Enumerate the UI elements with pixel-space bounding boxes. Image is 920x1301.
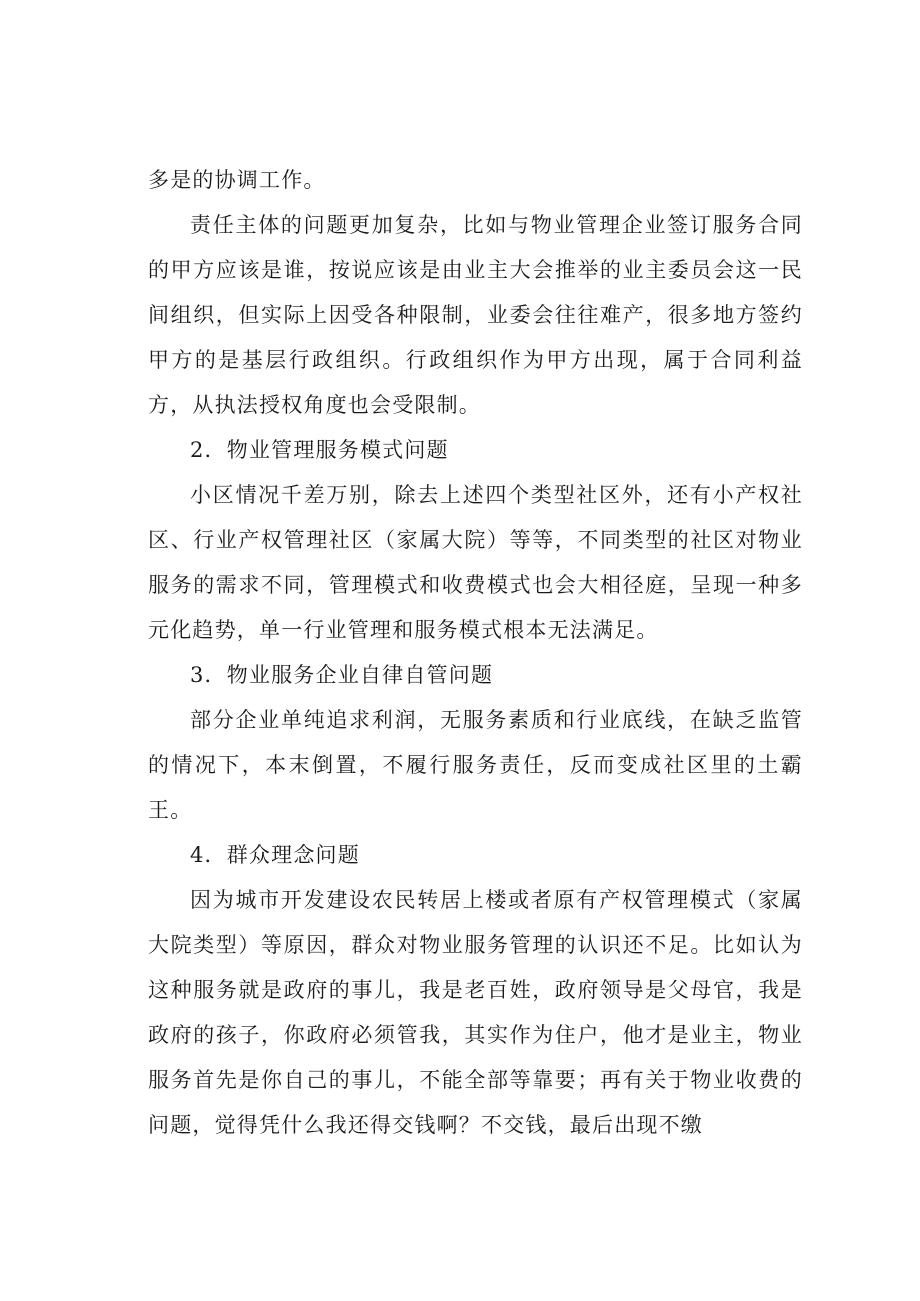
paragraph-continuation: 多是的协调工作。 [148,168,326,192]
paragraph-public-concept: 因为城市开发建设农民转居上楼或者原有产权管理模式（家属大院类型）等原因，群众对物业服务管理的认识还不足。比如认为这种服务就是政府的事儿，我是老百姓，政府领导是父母官，我是政府的孩子，你政府必须管我，其实作为住户，他才是业主，物业服务首先是你自己的事儿，不能全部等靠要；再有关于物业收费的问题，觉得凭什么我还得交钱啊？不交钱，最后出现不缴 [148,888,803,1137]
paragraph-self-discipline: 部分企业单纯追求利润，无服务素质和行业底线，在缺乏监管的情况下，本末倒置，不履行服务责任，反而变成社区里的土霸王。 [148,708,803,822]
document-body [148,158,803,1148]
section-heading-2: 2．物业管理服务模式问题 [190,438,449,462]
paragraph-responsibility-subject: 责任主体的问题更加复杂，比如与物业管理企业签订服务合同的甲方应该是谁，按说应该是由业主大会推举的业主委员会这一民间组织，但实际上因受各种限制，业委会往往难产，很多地方签约甲方的是基层行政组织。行政组织作为甲方出现，属于合同利益方，从执法授权角度也会受限制。 [148,213,803,417]
paragraph-service-model: 小区情况千差万别，除去上述四个类型社区外，还有小产权社区、行业产权管理社区（家属大院）等等，不同类型的社区对物业服务的需求不同，管理模式和收费模式也会大相径庭，呈现一种多元化趋势，单一行业管理和服务模式根本无法满足。 [148,483,803,642]
section-heading-4: 4．群众理念问题 [190,843,360,867]
section-heading-3: 3．物业服务企业自律自管问题 [190,663,494,687]
